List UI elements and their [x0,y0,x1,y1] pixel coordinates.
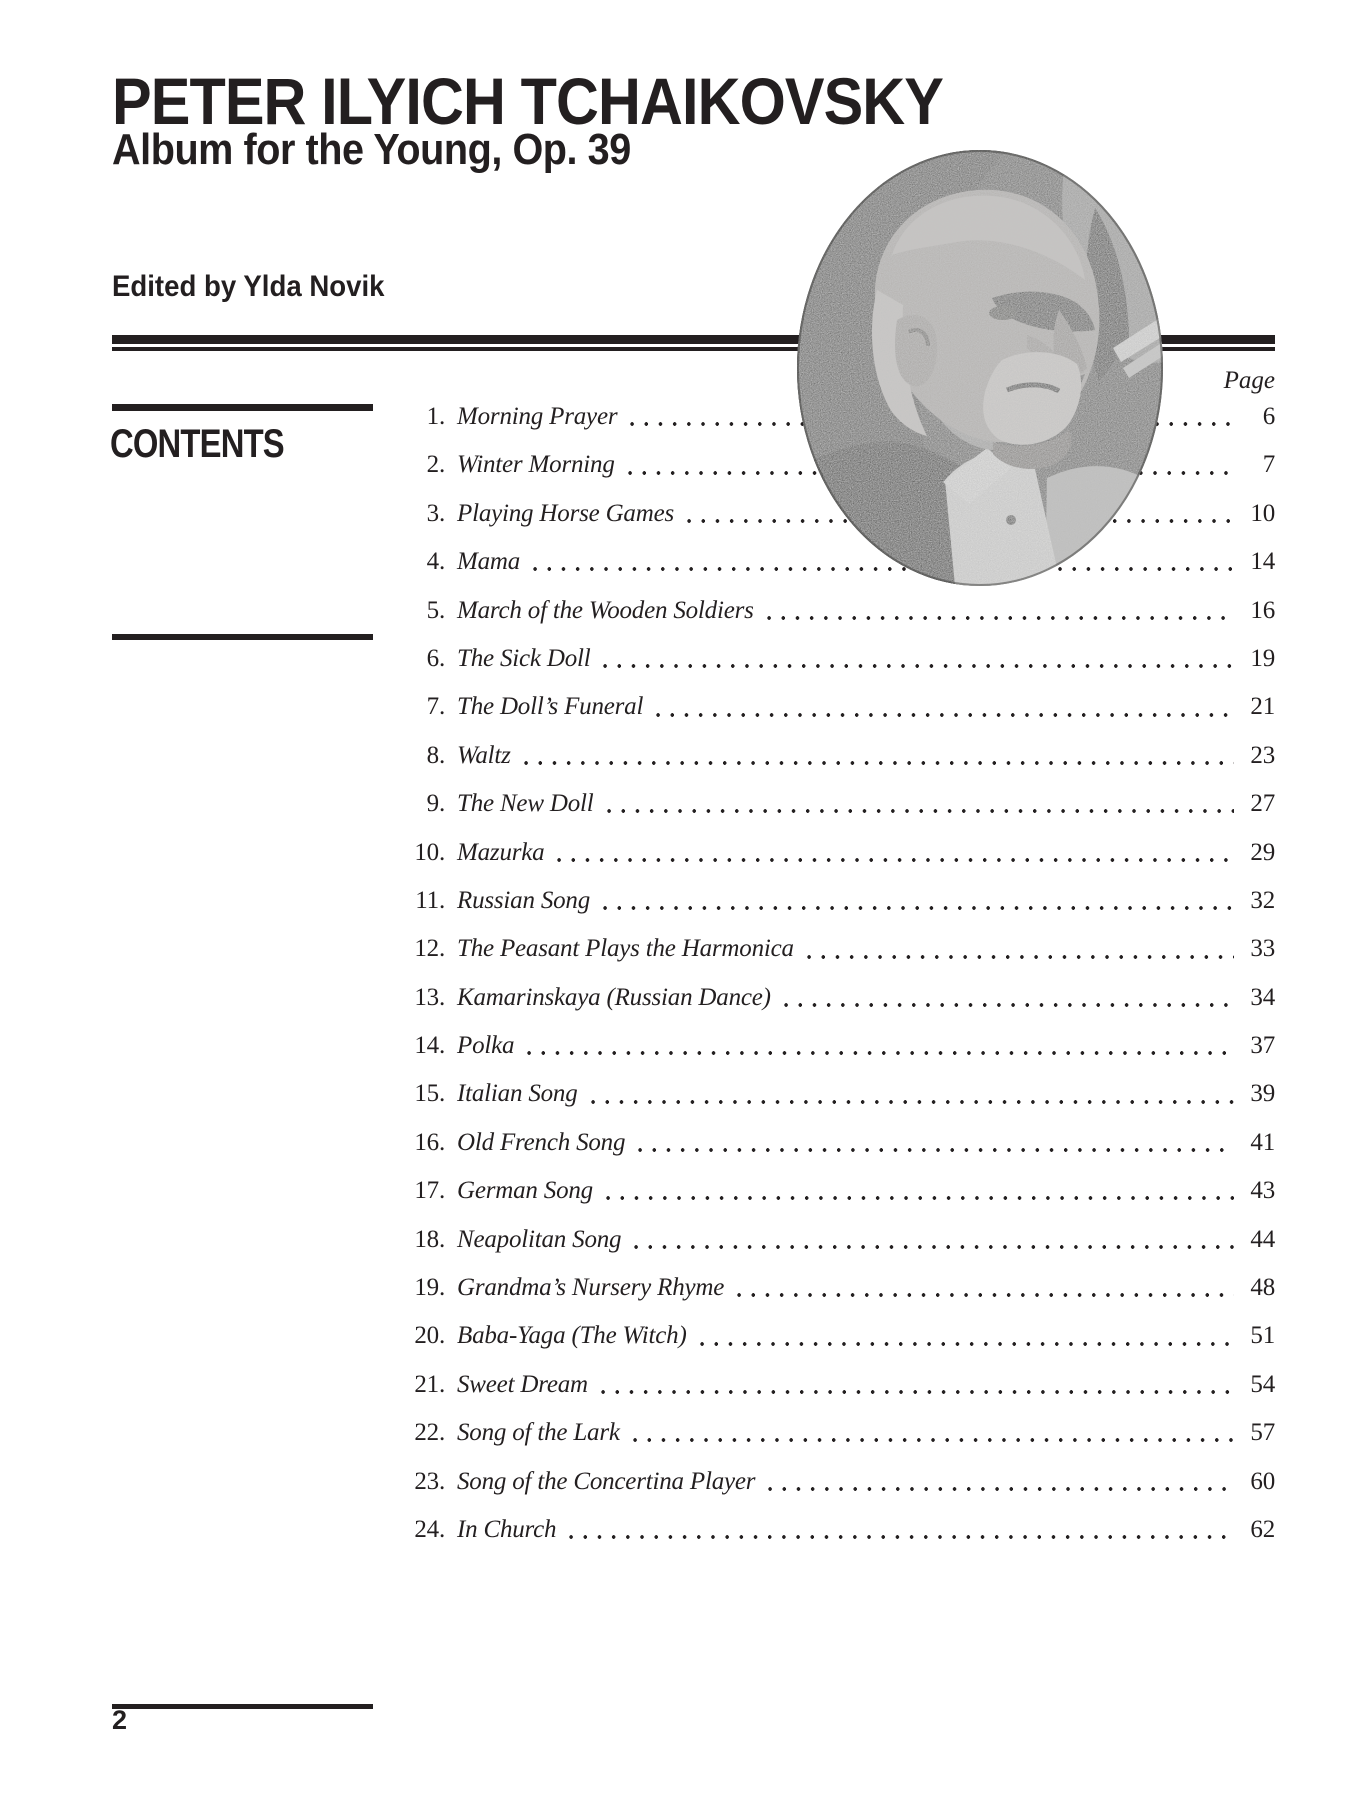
toc-item-title: The Peasant Plays the Harmonica [457,935,794,963]
toc-item-page: 23 [1250,741,1275,769]
toc-row [398,1467,1275,1497]
toc-item-title: Baba-Yaga (The Witch) [457,1322,687,1350]
dot-leader [623,1418,1234,1448]
toc-item-title: Grandma’s Nursery Rhyme [457,1274,725,1302]
toc-item-number: 23. [414,1467,445,1495]
toc-item-page: 48 [1250,1274,1275,1302]
dot-leader [593,644,1234,674]
toc-item-page: 16 [1250,596,1275,624]
toc-item-page: 39 [1250,1080,1275,1108]
toc-item-page: 32 [1250,886,1275,914]
toc-item-title: Song of the Lark [457,1419,620,1447]
toc-item-number: 10. [414,838,445,866]
toc-item-number: 11. [415,886,445,914]
toc-item-title: Mama [457,548,521,576]
toc-item-title: Playing Horse Games [457,499,675,527]
toc-row [398,1370,1275,1400]
dot-leader [758,1467,1234,1497]
toc-item-page: 60 [1250,1467,1275,1495]
toc-row [398,1418,1275,1448]
toc-item-number: 9. [426,790,445,818]
toc-item-title: German Song [457,1177,593,1205]
toc-item-number: 21. [414,1370,445,1398]
toc-item-title: Old French Song [457,1128,626,1156]
toc-item-page: 7 [1262,451,1275,479]
toc-item-number: 1. [426,403,445,430]
toc-item-number: 17. [414,1177,445,1205]
contents-heading: CONTENTS [110,422,284,466]
toc-item-page: 14 [1250,548,1275,576]
toc-item-page: 21 [1250,693,1275,721]
toc-row [398,1176,1275,1206]
toc-item-page: 6 [1262,403,1275,430]
toc-item-title: The Sick Doll [457,644,591,672]
dot-leader [517,1031,1234,1061]
toc-row [398,934,1275,964]
toc-item-number: 14. [414,1032,445,1060]
dot-leader [624,1225,1234,1255]
page-title: PETER ILYICH TCHAIKOVSKY [112,64,944,138]
dot-leader [591,1370,1234,1400]
toc-item-page: 57 [1250,1419,1275,1447]
toc-item-title: Winter Morning [457,451,615,479]
toc-item-title: Italian Song [457,1080,578,1108]
toc-item-number: 20. [414,1322,445,1350]
editor-credit: Edited by Ylda Novik [112,270,385,303]
toc-row [398,1031,1275,1061]
dot-leader [797,934,1234,964]
page-subtitle: Album for the Young, Op. 39 [112,125,631,174]
toc-item-title: The Doll’s Funeral [457,693,644,721]
toc-row [398,1273,1275,1303]
toc-item-page: 54 [1250,1370,1275,1398]
toc-row [398,1515,1275,1545]
toc-item-title: Neapolitan Song [457,1225,622,1253]
dot-leader [596,1176,1234,1206]
toc-row [398,741,1275,771]
toc-item-number: 7. [426,693,445,721]
toc-item-number: 5. [426,596,445,624]
toc-row [398,1321,1275,1351]
toc-item-title: Kamarinskaya (Russian Dance) [457,983,771,1011]
toc-item-title: March of the Wooden Soldiers [457,596,754,624]
toc-item-title: In Church [457,1515,557,1543]
contents-rule-top [112,404,373,411]
toc-row [398,692,1275,722]
toc-item-number: 2. [426,451,445,479]
toc-item-number: 18. [414,1225,445,1253]
toc-item-page: 41 [1250,1128,1275,1156]
toc-item-number: 13. [414,983,445,1011]
toc-item-page: 51 [1250,1322,1275,1350]
toc-row [398,1225,1275,1255]
toc-item-title: Russian Song [457,886,591,914]
footer-page-number: 2 [112,1705,128,1735]
contents-rule-bottom [112,634,373,640]
toc-item-title: Song of the Concertina Player [457,1467,756,1495]
toc-row [398,838,1275,868]
toc-item-number: 4. [426,548,445,576]
toc-item-page: 62 [1250,1515,1275,1543]
toc-item-title: Mazurka [457,838,545,866]
dot-leader [727,1273,1234,1303]
toc-item-number: 24. [414,1515,445,1543]
toc-item-page: 27 [1250,790,1275,818]
toc-item-number: 12. [414,935,445,963]
tchaikovsky-portrait-image [797,150,1163,586]
toc-item-number: 3. [426,499,445,527]
toc-row [398,983,1275,1013]
toc-item-number: 16. [414,1128,445,1156]
toc-item-title: Morning Prayer [457,403,618,430]
dot-leader [757,596,1234,626]
toc-item-title: Polka [457,1032,515,1060]
toc-row [398,886,1275,916]
dot-leader [628,1128,1234,1158]
page-column-label: Page [1223,367,1275,394]
toc-item-page: 43 [1250,1177,1275,1205]
dot-leader [597,789,1235,819]
toc-item-page: 10 [1250,499,1275,527]
toc-item-title: The New Doll [457,790,594,818]
dot-leader [593,886,1234,916]
toc-item-title: Sweet Dream [457,1370,588,1398]
toc-item-page: 33 [1250,935,1275,963]
dot-leader [559,1515,1234,1545]
toc-row [398,789,1275,819]
toc-item-number: 6. [426,644,445,672]
toc-item-page: 34 [1250,983,1275,1011]
dot-leader [547,838,1234,868]
toc-item-number: 22. [414,1419,445,1447]
toc-item-page: 37 [1250,1032,1275,1060]
footer-rule [112,1704,373,1709]
dot-leader [514,741,1234,771]
toc-item-title: Waltz [457,741,511,769]
dot-leader [774,983,1234,1013]
dot-leader [646,692,1234,722]
toc-item-page: 44 [1250,1225,1275,1253]
toc-item-number: 19. [414,1274,445,1302]
toc-row [398,644,1275,674]
toc-row [398,1079,1275,1109]
dot-leader [690,1321,1234,1351]
toc-item-number: 8. [426,741,445,769]
toc-row [398,1128,1275,1158]
dot-leader [581,1079,1234,1109]
toc-row [398,596,1275,626]
toc-item-page: 29 [1250,838,1275,866]
toc-item-page: 19 [1250,644,1275,672]
toc-item-number: 15. [414,1080,445,1108]
